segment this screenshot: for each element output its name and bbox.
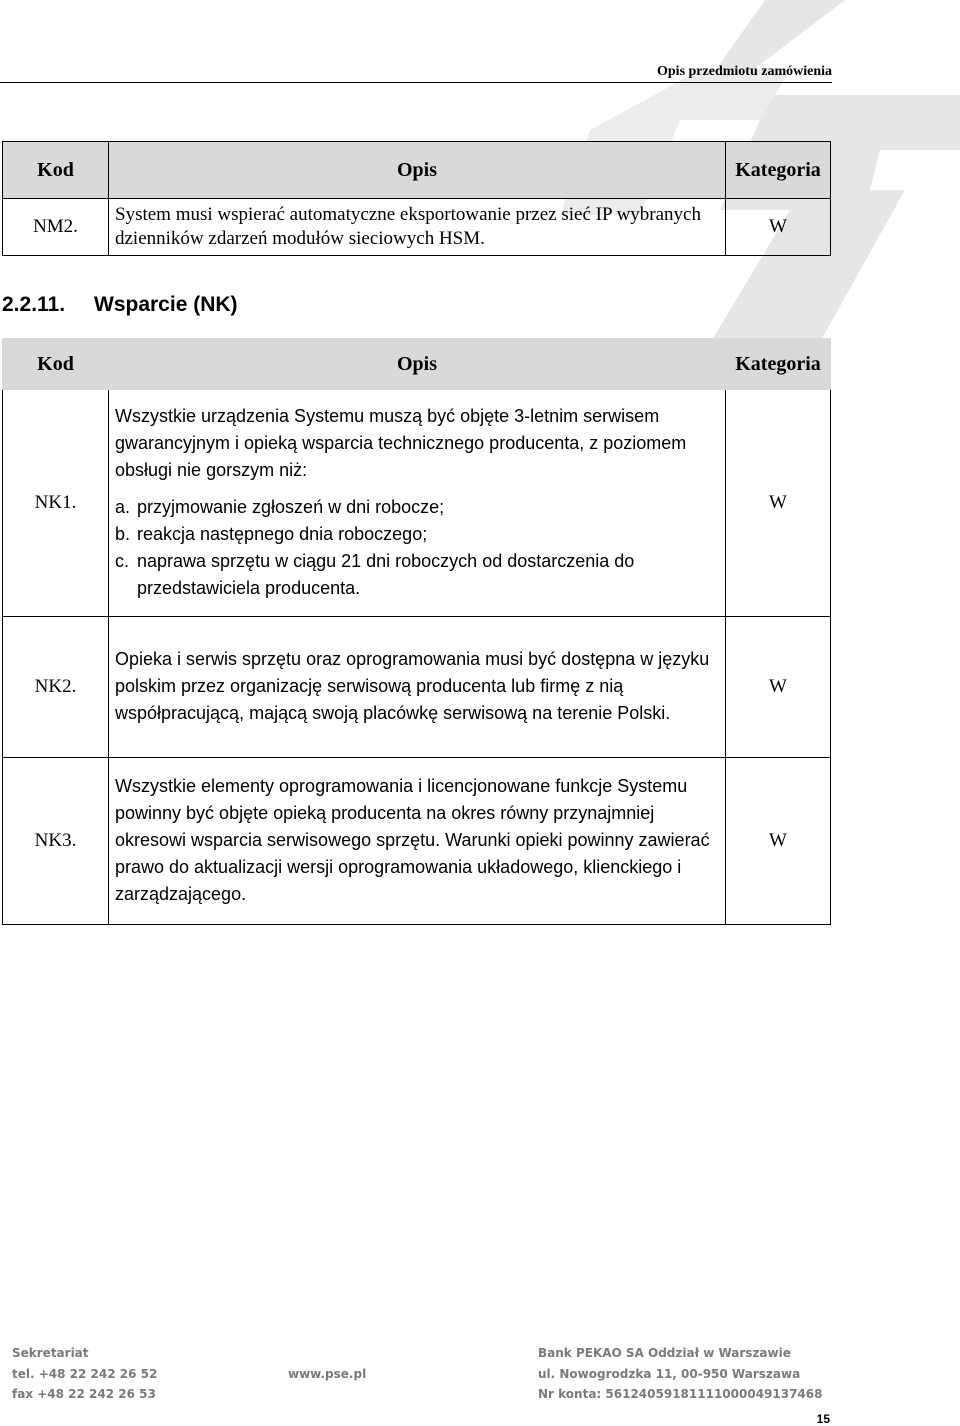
list-text: przyjmowanie zgłoszeń w dni robocze; [137,496,445,517]
footer-website-link[interactable]: www.pse.pl [288,1367,367,1381]
list-text: reakcja następnego dnia roboczego; [137,523,428,544]
table-row [3,758,831,925]
table-row [3,390,831,617]
list-text: naprawa sprzętu w ciągu 21 dni roboczych od dostarczenia do przedstawiciela producenta. [137,550,635,598]
header-kategoria: Kategoria [726,339,831,390]
header-kod: Kod [3,339,109,390]
section-number: 2.2.11. [2,293,66,316]
requirements-table-nk [2,338,831,925]
row-opis: Wszystkie elementy oprogramowania i licencjonowane funkcje Systemu powinny być objęte opieką producenta na okres równy przynajmniej okresowi wsparcia serwisowego sprzętu. Warunki opieki powinny zawierać prawo do aktualizacji wersji oprogramowania układowego, klienckiego i zarządzającego. [109,758,726,925]
list-letter: b. [115,523,131,544]
section-heading [2,293,238,317]
table-row [3,199,831,256]
header-rule [0,82,832,83]
list-item [115,494,719,521]
nk1-list [115,494,719,602]
row-opis [109,390,726,617]
page-footer [0,1340,960,1426]
section-title: Wsparcie (NK) [94,293,238,316]
row-kategoria: W [726,390,831,617]
header-kod: Kod [3,142,109,199]
footer-account: Nr konta: 56124059181111000049137468 [538,1387,823,1401]
row-kod: NK1. [3,390,109,617]
table-header-row [3,142,831,199]
row-kod: NK2. [3,617,109,758]
footer-fax: fax +48 22 242 26 53 [12,1387,156,1401]
row-kod: NK3. [3,758,109,925]
header-kategoria: Kategoria [726,142,831,199]
row-kategoria: W [726,617,831,758]
header-opis: Opis [109,339,726,390]
table-row [3,617,831,758]
row-kategoria: W [726,199,831,256]
row-opis: System musi wspierać automatyczne eksportowanie przez sieć IP wybranych dzienników zdarzeń modułów sieciowych HSM. [109,199,726,256]
row-opis: Opieka i serwis sprzętu oraz oprogramowania musi być dostępna w języku polskim przez organizację serwisową producenta lub firmę z nią współpracującą, mającą swoją placówkę serwisową na terenie Polski. [109,617,726,758]
table-header-row [3,339,831,390]
list-item [115,521,719,548]
row-kategoria: W [726,758,831,925]
row-kod: NM2. [3,199,109,256]
list-letter: c. [115,550,130,571]
document-header-title: Opis przedmiotu zamówienia [657,64,832,79]
header-opis: Opis [109,142,726,199]
list-letter: a. [115,496,131,517]
footer-sekretariat: Sekretariat [12,1346,89,1360]
footer-phone: tel. +48 22 242 26 52 [12,1367,158,1381]
footer-bank: Bank PEKAO SA Oddział w Warszawie [538,1346,791,1360]
requirements-table-nm [2,141,831,256]
footer-address: ul. Nowogrodzka 11, 00-950 Warszawa [538,1367,801,1381]
list-item [115,548,719,602]
nk1-intro: Wszystkie urządzenia Systemu muszą być objęte 3-letnim serwisem gwarancyjnym i opieką wsparcia technicznego producenta, z poziomem obsługi nie gorszym niż: [115,405,687,480]
page-number: 15 [816,1412,830,1426]
